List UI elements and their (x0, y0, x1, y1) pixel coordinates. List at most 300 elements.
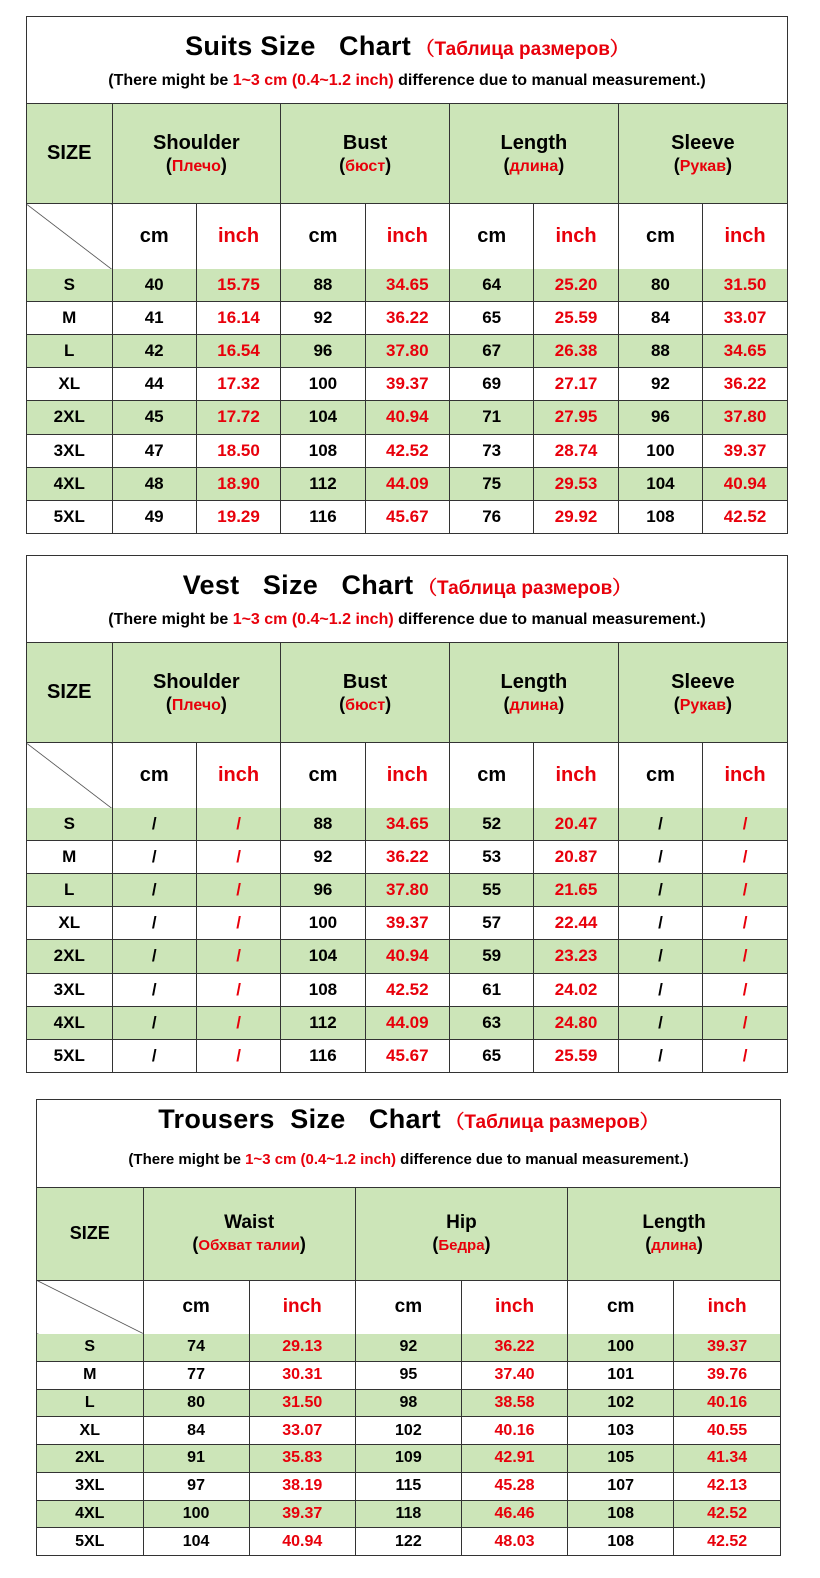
value-cm: 57 (450, 907, 534, 940)
value-cm: 104 (281, 401, 365, 434)
unit-inch: inch (196, 204, 280, 269)
value-inch: 39.37 (703, 434, 787, 467)
column-header-shoulder (112, 643, 281, 743)
value-inch: 23.23 (534, 940, 618, 973)
column-name: Shoulder (153, 131, 240, 154)
value-cm: / (112, 873, 196, 906)
value-inch: 18.90 (196, 467, 280, 500)
column-header-waist (143, 1188, 355, 1280)
value-inch: 19.29 (196, 500, 280, 533)
value-cm: 71 (450, 401, 534, 434)
value-inch: / (703, 840, 787, 873)
value-cm: 102 (355, 1417, 461, 1445)
unit-inch: inch (674, 1280, 780, 1334)
value-inch: 25.59 (534, 301, 618, 334)
value-inch: 42.13 (674, 1472, 780, 1500)
table-row (37, 1361, 780, 1389)
trousers-size-chart (36, 1099, 781, 1556)
size-cell: 2XL (27, 940, 112, 973)
value-cm: 108 (281, 973, 365, 1006)
value-inch: 25.20 (534, 269, 618, 301)
column-name-ru: (Плечо) (165, 693, 227, 714)
column-name: Bust (342, 131, 388, 154)
size-cell: 3XL (37, 1472, 143, 1500)
value-cm: 96 (281, 334, 365, 367)
value-inch: / (196, 1006, 280, 1039)
table-row (27, 368, 787, 401)
value-inch: / (703, 973, 787, 1006)
unit-inch: inch (196, 743, 280, 808)
column-name-ru: (Бедра) (432, 1234, 491, 1255)
value-inch: 22.44 (534, 907, 618, 940)
value-inch: 21.65 (534, 873, 618, 906)
value-cm: 103 (568, 1417, 674, 1445)
value-inch: 36.22 (461, 1334, 567, 1361)
value-cm: / (618, 840, 702, 873)
value-inch: 27.95 (534, 401, 618, 434)
column-name: Hip (446, 1212, 477, 1234)
size-cell: XL (27, 907, 112, 940)
value-cm: / (618, 873, 702, 906)
value-cm: / (618, 808, 702, 840)
value-inch: 42.91 (461, 1445, 567, 1473)
value-inch: 29.53 (534, 467, 618, 500)
unit-cm: cm (112, 204, 196, 269)
suits-chart-header (27, 17, 787, 104)
value-cm: 67 (450, 334, 534, 367)
note-prefix: (There might be (108, 72, 233, 89)
column-name-ru: (бюст) (339, 693, 392, 714)
trousers-size-table (37, 1188, 780, 1555)
value-inch: 39.37 (249, 1500, 355, 1528)
value-inch: / (196, 808, 280, 840)
value-inch: 41.34 (674, 1445, 780, 1473)
column-name: Sleeve (671, 670, 735, 693)
value-inch: / (703, 1039, 787, 1072)
value-cm: / (112, 907, 196, 940)
unit-inch: inch (534, 204, 618, 269)
column-name: Shoulder (153, 670, 240, 693)
unit-cm: cm (281, 743, 365, 808)
note-range: 1~3 cm (0.4~1.2 inch) (232, 72, 394, 89)
unit-cm: cm (112, 743, 196, 808)
column-name-ru: (Рукав) (673, 693, 733, 714)
value-cm: 102 (568, 1389, 674, 1417)
value-inch: / (703, 940, 787, 973)
value-cm: 69 (450, 368, 534, 401)
table-row (37, 1389, 780, 1417)
column-name: Length (500, 670, 568, 693)
table-header-row (27, 643, 787, 743)
value-cm: 100 (281, 907, 365, 940)
value-inch: / (196, 940, 280, 973)
value-inch: / (196, 973, 280, 1006)
value-inch: 40.94 (703, 467, 787, 500)
value-cm: 122 (355, 1528, 461, 1555)
suits-title-ru: （Таблица размеров） (415, 39, 629, 60)
value-cm: 100 (143, 1500, 249, 1528)
size-cell: 5XL (37, 1528, 143, 1555)
value-inch: 42.52 (365, 434, 449, 467)
vest-table-body (27, 808, 787, 1072)
trousers-title-ru: （Таблица размеров） (445, 1112, 659, 1133)
value-inch: / (196, 873, 280, 906)
column-name-ru: (длина) (645, 1234, 703, 1255)
unit-inch: inch (703, 204, 787, 269)
value-cm: / (618, 940, 702, 973)
size-cell: M (37, 1361, 143, 1389)
value-cm: 44 (112, 368, 196, 401)
unit-inch: inch (461, 1280, 567, 1334)
value-cm: 45 (112, 401, 196, 434)
value-cm: 96 (281, 873, 365, 906)
value-cm: 65 (450, 1039, 534, 1072)
value-cm: / (112, 840, 196, 873)
table-row (27, 301, 787, 334)
value-inch: 29.13 (249, 1334, 355, 1361)
value-cm: 80 (618, 269, 702, 301)
value-inch: 42.52 (674, 1528, 780, 1555)
unit-cm: cm (281, 204, 365, 269)
value-inch: 42.52 (703, 500, 787, 533)
value-inch: 36.22 (365, 840, 449, 873)
value-cm: 63 (450, 1006, 534, 1039)
size-cell: L (37, 1389, 143, 1417)
value-inch: / (196, 1039, 280, 1072)
column-name: Length (500, 131, 568, 154)
table-row (37, 1417, 780, 1445)
size-cell: M (27, 840, 112, 873)
value-cm: 55 (450, 873, 534, 906)
value-inch: 31.50 (703, 269, 787, 301)
value-inch: 40.16 (461, 1417, 567, 1445)
size-cell: XL (27, 368, 112, 401)
unit-cm: cm (568, 1280, 674, 1334)
size-cell: 4XL (27, 1006, 112, 1039)
value-inch: 15.75 (196, 269, 280, 301)
value-inch: 40.94 (365, 940, 449, 973)
vest-title-en: Vest Size Chart (182, 570, 414, 600)
column-name-ru: (Рукав) (673, 154, 733, 175)
value-inch: 24.02 (534, 973, 618, 1006)
value-cm: 47 (112, 434, 196, 467)
table-row (37, 1528, 780, 1555)
value-inch: 38.19 (249, 1472, 355, 1500)
unit-inch: inch (703, 743, 787, 808)
table-row (27, 500, 787, 533)
size-cell: 3XL (27, 973, 112, 1006)
value-cm: / (618, 973, 702, 1006)
value-inch: 46.46 (461, 1500, 567, 1528)
value-inch: 37.80 (703, 401, 787, 434)
size-cell: 5XL (27, 1039, 112, 1072)
table-row (27, 907, 787, 940)
value-inch: 39.76 (674, 1361, 780, 1389)
trousers-chart-title (37, 1104, 780, 1135)
value-inch: / (703, 1006, 787, 1039)
value-cm: 112 (281, 1006, 365, 1039)
suits-title-en: Suits Size Chart (185, 31, 412, 61)
value-cm: 108 (568, 1500, 674, 1528)
value-cm: 92 (281, 301, 365, 334)
value-cm: / (618, 907, 702, 940)
column-name: Sleeve (671, 131, 735, 154)
value-cm: 108 (568, 1528, 674, 1555)
column-name-ru: (длина) (503, 693, 565, 714)
value-cm: 107 (568, 1472, 674, 1500)
vest-size-chart (26, 555, 788, 1073)
value-inch: 40.94 (249, 1528, 355, 1555)
column-name: Bust (342, 670, 388, 693)
value-cm: 41 (112, 301, 196, 334)
trousers-table-body (37, 1334, 780, 1555)
size-cell: S (37, 1334, 143, 1361)
unit-inch: inch (365, 743, 449, 808)
table-row (27, 1039, 787, 1072)
column-name-ru: (бюст) (339, 154, 392, 175)
value-inch: 36.22 (703, 368, 787, 401)
size-header: SIZE (37, 1188, 143, 1280)
column-header-sleeve (618, 643, 787, 743)
value-inch: 30.31 (249, 1361, 355, 1389)
value-cm: 48 (112, 467, 196, 500)
value-cm: 65 (450, 301, 534, 334)
diagonal-corner-cell (37, 1280, 143, 1334)
value-inch: 45.28 (461, 1472, 567, 1500)
value-inch: 44.09 (365, 467, 449, 500)
value-cm: 91 (143, 1445, 249, 1473)
value-inch: 40.94 (365, 401, 449, 434)
value-inch: 39.37 (365, 907, 449, 940)
unit-cm: cm (450, 204, 534, 269)
table-row (27, 840, 787, 873)
value-inch: 31.50 (249, 1389, 355, 1417)
value-inch: / (703, 808, 787, 840)
unit-inch: inch (365, 204, 449, 269)
unit-cm: cm (618, 743, 702, 808)
value-cm: / (618, 1039, 702, 1072)
value-cm: 53 (450, 840, 534, 873)
value-cm: 92 (355, 1334, 461, 1361)
column-header-bust (281, 104, 450, 204)
value-cm: / (112, 1039, 196, 1072)
size-cell: XL (37, 1417, 143, 1445)
size-cell: M (27, 301, 112, 334)
unit-inch: inch (534, 743, 618, 808)
value-inch: 42.52 (365, 973, 449, 1006)
value-cm: 115 (355, 1472, 461, 1500)
table-row (27, 401, 787, 434)
value-inch: 40.16 (674, 1389, 780, 1417)
value-inch: 25.59 (534, 1039, 618, 1072)
table-row (37, 1445, 780, 1473)
table-row (27, 808, 787, 840)
value-cm: 84 (618, 301, 702, 334)
suits-size-chart (26, 16, 788, 534)
value-inch: 35.83 (249, 1445, 355, 1473)
trousers-chart-header (37, 1100, 780, 1188)
size-cell: S (27, 269, 112, 301)
value-inch: 34.65 (365, 808, 449, 840)
value-inch: 33.07 (703, 301, 787, 334)
note-suffix: difference due to manual measurement.) (396, 1151, 689, 1168)
table-row (27, 269, 787, 301)
value-cm: 101 (568, 1361, 674, 1389)
column-header-hip (355, 1188, 567, 1280)
value-inch: 18.50 (196, 434, 280, 467)
size-cell: 2XL (27, 401, 112, 434)
value-cm: 97 (143, 1472, 249, 1500)
value-cm: 104 (618, 467, 702, 500)
value-cm: 116 (281, 1039, 365, 1072)
note-range: 1~3 cm (0.4~1.2 inch) (232, 611, 394, 628)
column-header-length (568, 1188, 780, 1280)
value-inch: / (196, 840, 280, 873)
value-cm: 76 (450, 500, 534, 533)
value-cm: 88 (281, 269, 365, 301)
size-cell: 4XL (27, 467, 112, 500)
table-row (27, 973, 787, 1006)
unit-cm: cm (450, 743, 534, 808)
table-row (27, 873, 787, 906)
value-inch: 33.07 (249, 1417, 355, 1445)
value-cm: 84 (143, 1417, 249, 1445)
column-name-ru: (Обхват талии) (192, 1234, 306, 1255)
value-cm: 104 (143, 1528, 249, 1555)
value-cm: 95 (355, 1361, 461, 1389)
value-inch: 38.58 (461, 1389, 567, 1417)
table-row (27, 334, 787, 367)
value-cm: 49 (112, 500, 196, 533)
column-name: Length (642, 1212, 706, 1234)
value-cm: 112 (281, 467, 365, 500)
table-row (27, 1006, 787, 1039)
value-cm: 108 (618, 500, 702, 533)
value-inch: 20.87 (534, 840, 618, 873)
value-cm: 73 (450, 434, 534, 467)
value-cm: 75 (450, 467, 534, 500)
vest-size-table (27, 643, 787, 1072)
value-inch: 37.80 (365, 873, 449, 906)
size-cell: S (27, 808, 112, 840)
trousers-measurement-note (37, 1151, 780, 1168)
note-suffix: difference due to manual measurement.) (393, 611, 706, 628)
value-cm: / (112, 808, 196, 840)
value-inch: 45.67 (365, 500, 449, 533)
value-cm: / (618, 1006, 702, 1039)
value-cm: 42 (112, 334, 196, 367)
column-header-sleeve (618, 104, 787, 204)
note-prefix: (There might be (108, 611, 233, 628)
unit-row (27, 204, 787, 269)
value-cm: 118 (355, 1500, 461, 1528)
table-header-row (37, 1188, 780, 1280)
value-inch: 36.22 (365, 301, 449, 334)
value-cm: 96 (618, 401, 702, 434)
table-row (37, 1500, 780, 1528)
value-cm: 100 (618, 434, 702, 467)
value-cm: 100 (281, 368, 365, 401)
value-inch: 39.37 (674, 1334, 780, 1361)
unit-cm: cm (143, 1280, 249, 1334)
value-cm: 77 (143, 1361, 249, 1389)
value-cm: 100 (568, 1334, 674, 1361)
value-inch: 28.74 (534, 434, 618, 467)
value-inch: 34.65 (365, 269, 449, 301)
value-inch: / (703, 873, 787, 906)
value-cm: 52 (450, 808, 534, 840)
value-inch: 45.67 (365, 1039, 449, 1072)
unit-inch: inch (249, 1280, 355, 1334)
note-prefix: (There might be (128, 1151, 246, 1168)
value-cm: 74 (143, 1334, 249, 1361)
value-cm: / (112, 940, 196, 973)
size-cell: L (27, 334, 112, 367)
suits-chart-title (27, 31, 787, 62)
value-inch: 17.32 (196, 368, 280, 401)
table-row (27, 434, 787, 467)
value-cm: 61 (450, 973, 534, 1006)
value-cm: 92 (281, 840, 365, 873)
vest-title-ru: （Таблица размеров） (417, 578, 632, 599)
trousers-title-en: Trousers Size Chart (158, 1104, 441, 1134)
value-inch: 44.09 (365, 1006, 449, 1039)
value-cm: 59 (450, 940, 534, 973)
value-cm: 108 (281, 434, 365, 467)
column-name-ru: (длина) (503, 154, 565, 175)
value-cm: 105 (568, 1445, 674, 1473)
diagonal-corner-cell (27, 204, 112, 269)
value-cm: / (112, 973, 196, 1006)
size-cell: 5XL (27, 500, 112, 533)
value-inch: 34.65 (703, 334, 787, 367)
value-inch: 37.40 (461, 1361, 567, 1389)
note-range: 1~3 cm (0.4~1.2 inch) (245, 1151, 397, 1168)
table-row (27, 940, 787, 973)
value-cm: 104 (281, 940, 365, 973)
column-header-length (450, 643, 619, 743)
suits-size-table (27, 104, 787, 533)
value-cm: 92 (618, 368, 702, 401)
value-inch: 42.52 (674, 1500, 780, 1528)
table-row (27, 467, 787, 500)
table-row (37, 1334, 780, 1361)
unit-cm: cm (355, 1280, 461, 1334)
unit-row (27, 743, 787, 808)
value-cm: 88 (281, 808, 365, 840)
value-cm: 109 (355, 1445, 461, 1473)
vest-chart-header (27, 556, 787, 643)
column-header-length (450, 104, 619, 204)
column-name: Waist (224, 1212, 275, 1234)
value-inch: 39.37 (365, 368, 449, 401)
value-cm: 40 (112, 269, 196, 301)
value-inch: 24.80 (534, 1006, 618, 1039)
size-cell: 4XL (37, 1500, 143, 1528)
value-inch: 48.03 (461, 1528, 567, 1555)
value-inch: / (196, 907, 280, 940)
size-cell: 2XL (37, 1445, 143, 1473)
suits-measurement-note (27, 72, 787, 90)
size-header: SIZE (27, 104, 112, 204)
column-name-ru: (Плечо) (165, 154, 227, 175)
column-header-bust (281, 643, 450, 743)
size-cell: 3XL (27, 434, 112, 467)
value-inch: 27.17 (534, 368, 618, 401)
value-inch: 20.47 (534, 808, 618, 840)
value-inch: 17.72 (196, 401, 280, 434)
value-cm: / (112, 1006, 196, 1039)
